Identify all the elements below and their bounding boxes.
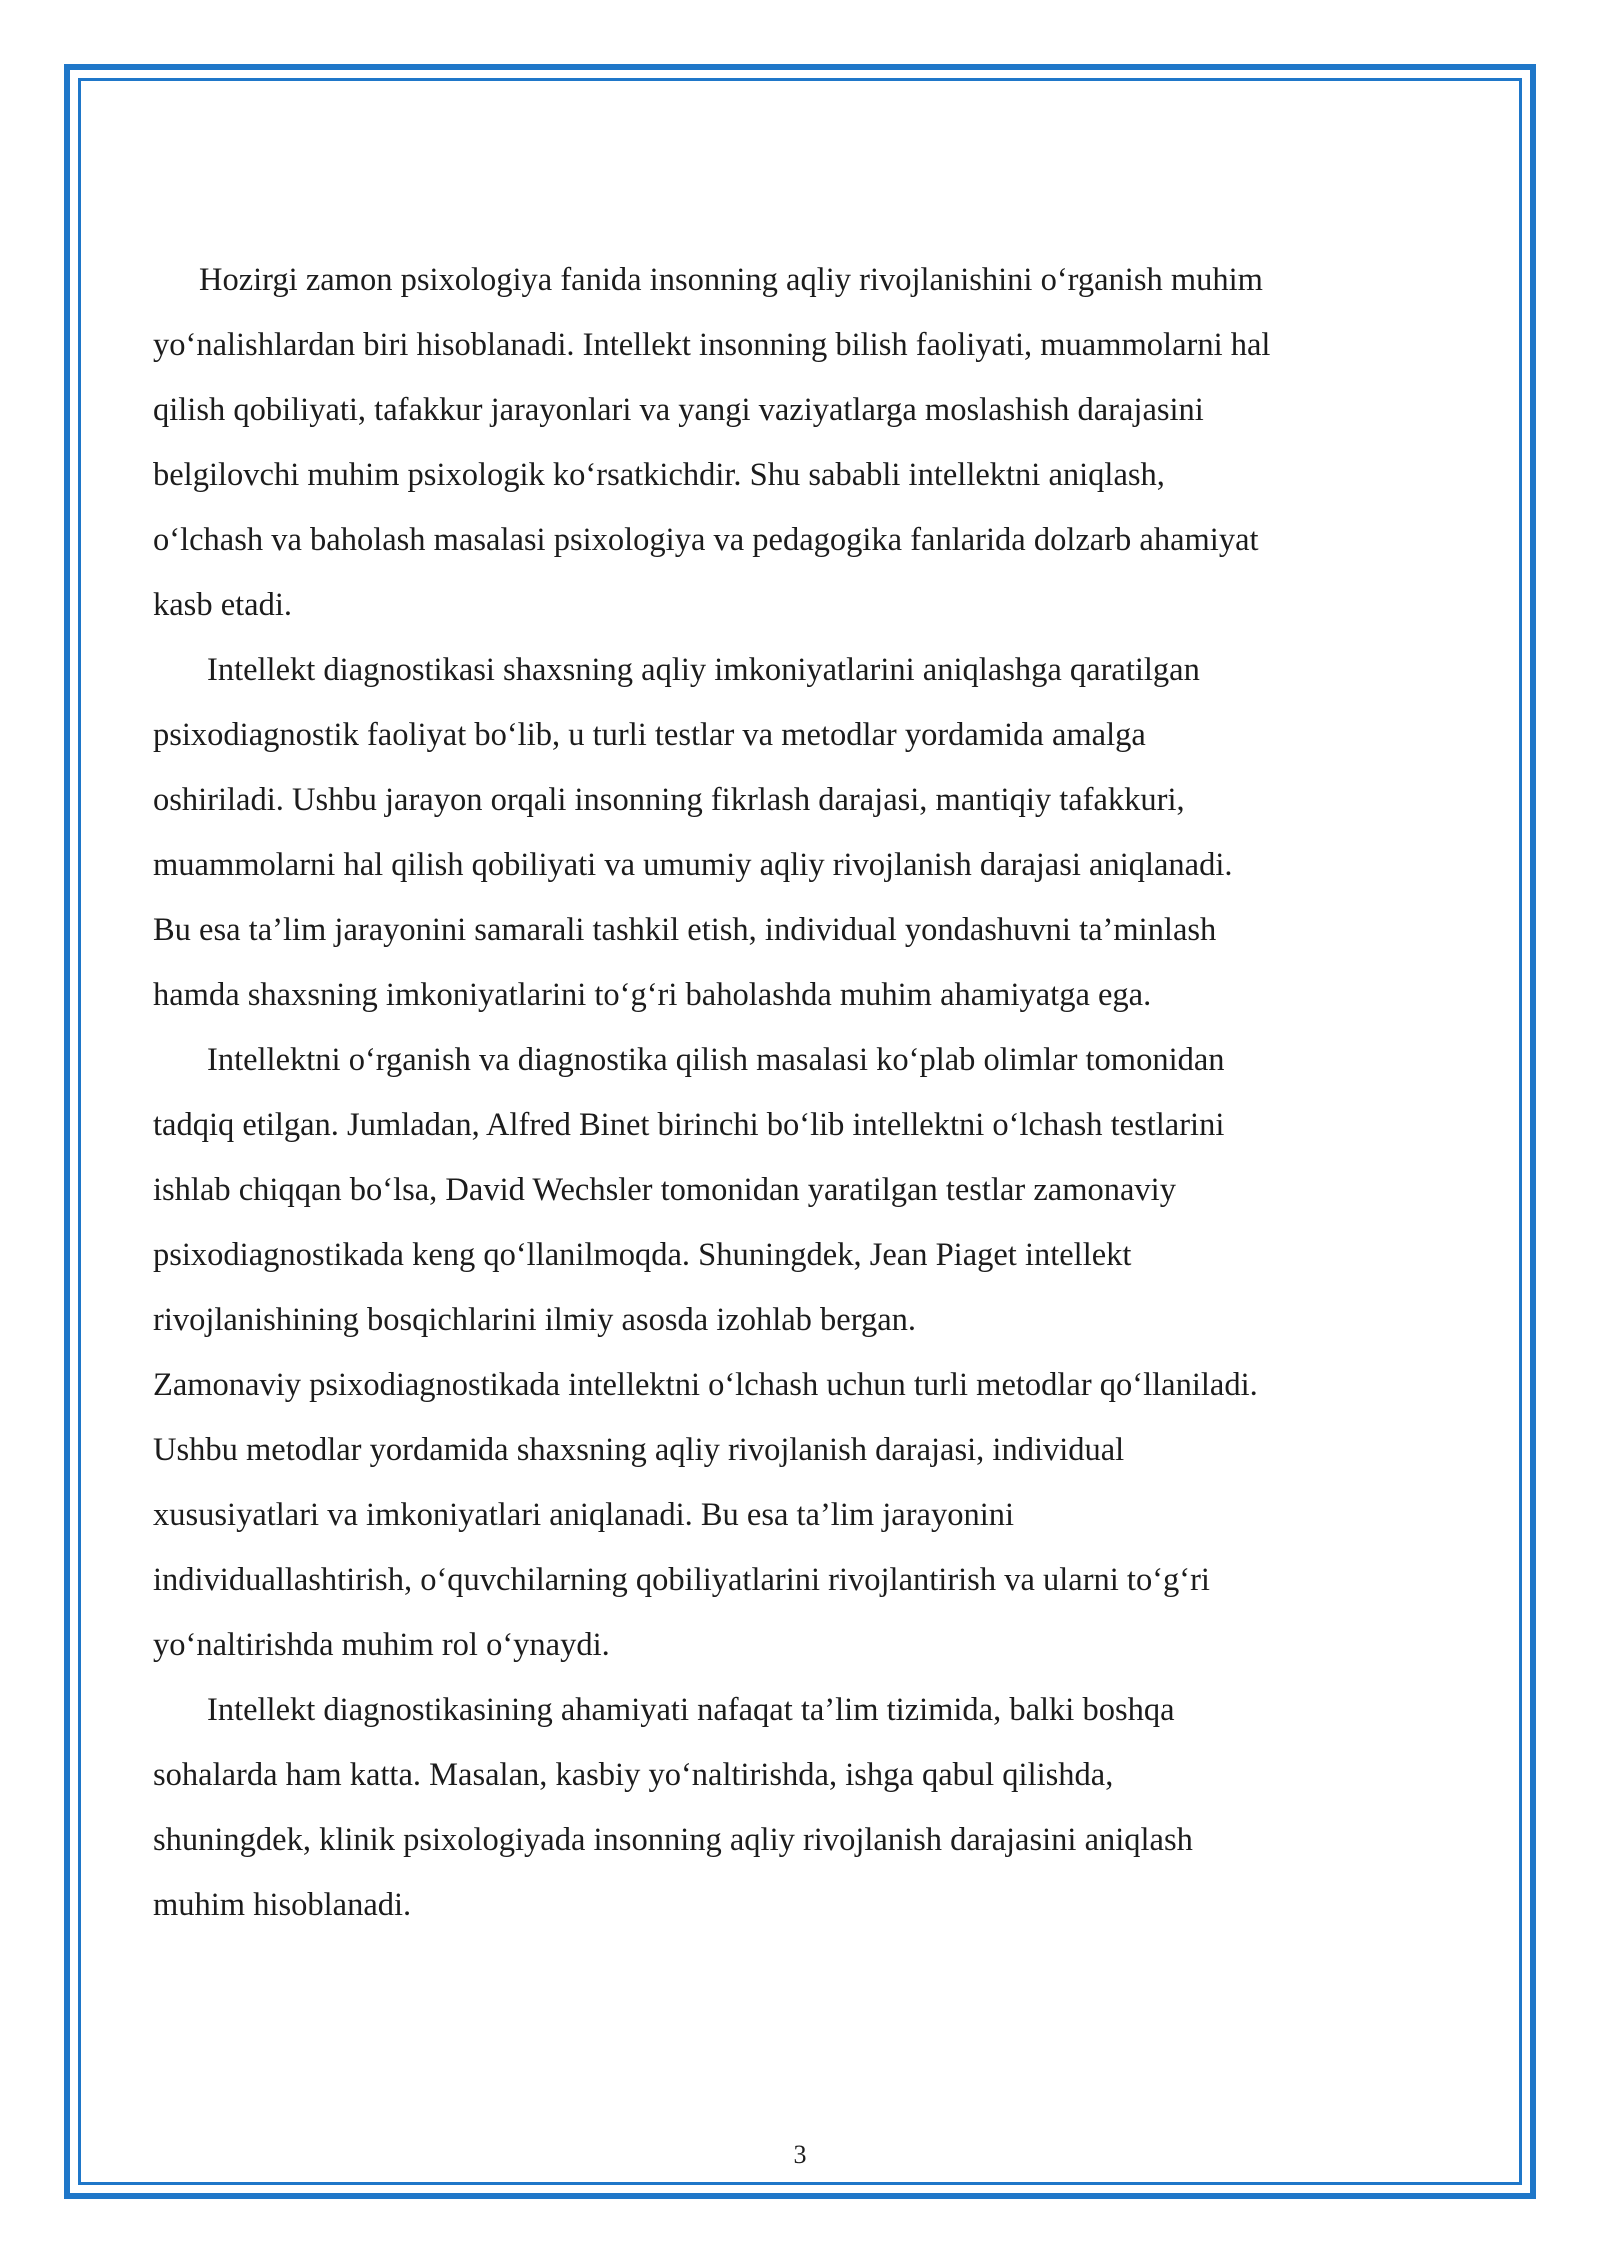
paragraph (153, 1353, 1453, 1678)
paragraph-line: oshiriladi. Ushbu jarayon orqali insonning fikrlash darajasi, mantiqiy tafakkuri, (153, 782, 1185, 818)
paragraph-line: Zamonaviy psixodiagnostikada intellektni o‘lchash uchun turli metodlar qo‘llaniladi. (153, 1367, 1258, 1403)
paragraph-line: muammolarni hal qilish qobiliyati va umumiy aqliy rivojlanish darajasi aniqlanadi. (153, 847, 1233, 883)
paragraph (153, 1028, 1453, 1353)
paragraph-line: xususiyatlari va imkoniyatlari aniqlanadi. Bu esa ta’lim jarayonini (153, 1497, 1015, 1533)
paragraph-line: rivojlanishining bosqichlarini ilmiy asosda izohlab bergan. (153, 1302, 917, 1338)
paragraph-line: yo‘nalishlardan biri hisoblanadi. Intellekt insonning bilish faoliyati, muammolarni hal (153, 327, 1271, 363)
paragraph (153, 1678, 1453, 1938)
paragraph-line: hamda shaxsning imkoniyatlarini to‘g‘ri baholashda muhim ahamiyatga ega. (153, 977, 1152, 1013)
paragraph-line: individuallashtirish, o‘quvchilarning qobiliyatlarini rivojlantirish va ularni to‘g‘ri (153, 1562, 1210, 1598)
paragraph-line: ishlab chiqqan bo‘lsa, David Wechsler tomonidan yaratilgan testlar zamonaviy (153, 1172, 1176, 1208)
document-body (153, 248, 1453, 1938)
page-number: 3 (793, 2140, 807, 2169)
paragraph-line: belgilovchi muhim psixologik ko‘rsatkichdir. Shu sababli intellektni aniqlash, (153, 457, 1165, 493)
paragraph-line: Intellekt diagnostikasi shaxsning aqliy imkoniyatlarini aniqlashga qaratilgan (207, 652, 1200, 688)
paragraph (153, 248, 1453, 638)
paragraph-line: muhim hisoblanadi. (153, 1887, 412, 1923)
paragraph-line: Hozirgi zamon psixologiya fanida insonning aqliy rivojlanishini o‘rganish muhim (199, 262, 1263, 298)
paragraph-line: o‘lchash va baholash masalasi psixologiya va pedagogika fanlarida dolzarb ahamiyat (153, 522, 1259, 558)
paragraph-line: Intellektni o‘rganish va diagnostika qilish masalasi ko‘plab olimlar tomonidan (207, 1042, 1225, 1078)
paragraph-line: Ushbu metodlar yordamida shaxsning aqliy rivojlanish darajasi, individual (153, 1432, 1125, 1468)
paragraph-line: shuningdek, klinik psixologiyada insonning aqliy rivojlanish darajasini aniqlash (153, 1822, 1193, 1858)
paragraph-line: Bu esa ta’lim jarayonini samarali tashkil etish, individual yondashuvni ta’minlash (153, 912, 1217, 948)
paragraph (153, 638, 1453, 1028)
paragraph-line: psixodiagnostikada keng qo‘llanilmoqda. Shuningdek, Jean Piaget intellekt (153, 1237, 1132, 1273)
paragraph-line: sohalarda ham katta. Masalan, kasbiy yo‘naltirishda, ishga qabul qilishda, (153, 1757, 1114, 1793)
paragraph-line: kasb etadi. (153, 587, 292, 623)
paragraph-line: Intellekt diagnostikasining ahamiyati nafaqat ta’lim tizimida, balki boshqa (207, 1692, 1175, 1728)
paragraph-line: qilish qobiliyati, tafakkur jarayonlari va yangi vaziyatlarga moslashish darajasini (153, 392, 1204, 428)
paragraph-line: psixodiagnostik faoliyat bo‘lib, u turli testlar va metodlar yordamida amalga (153, 717, 1146, 753)
paragraph-line: yo‘naltirishda muhim rol o‘ynaydi. (153, 1627, 610, 1663)
paragraph-line: tadqiq etilgan. Jumladan, Alfred Binet birinchi bo‘lib intellektni o‘lchash testlarini (153, 1107, 1225, 1143)
